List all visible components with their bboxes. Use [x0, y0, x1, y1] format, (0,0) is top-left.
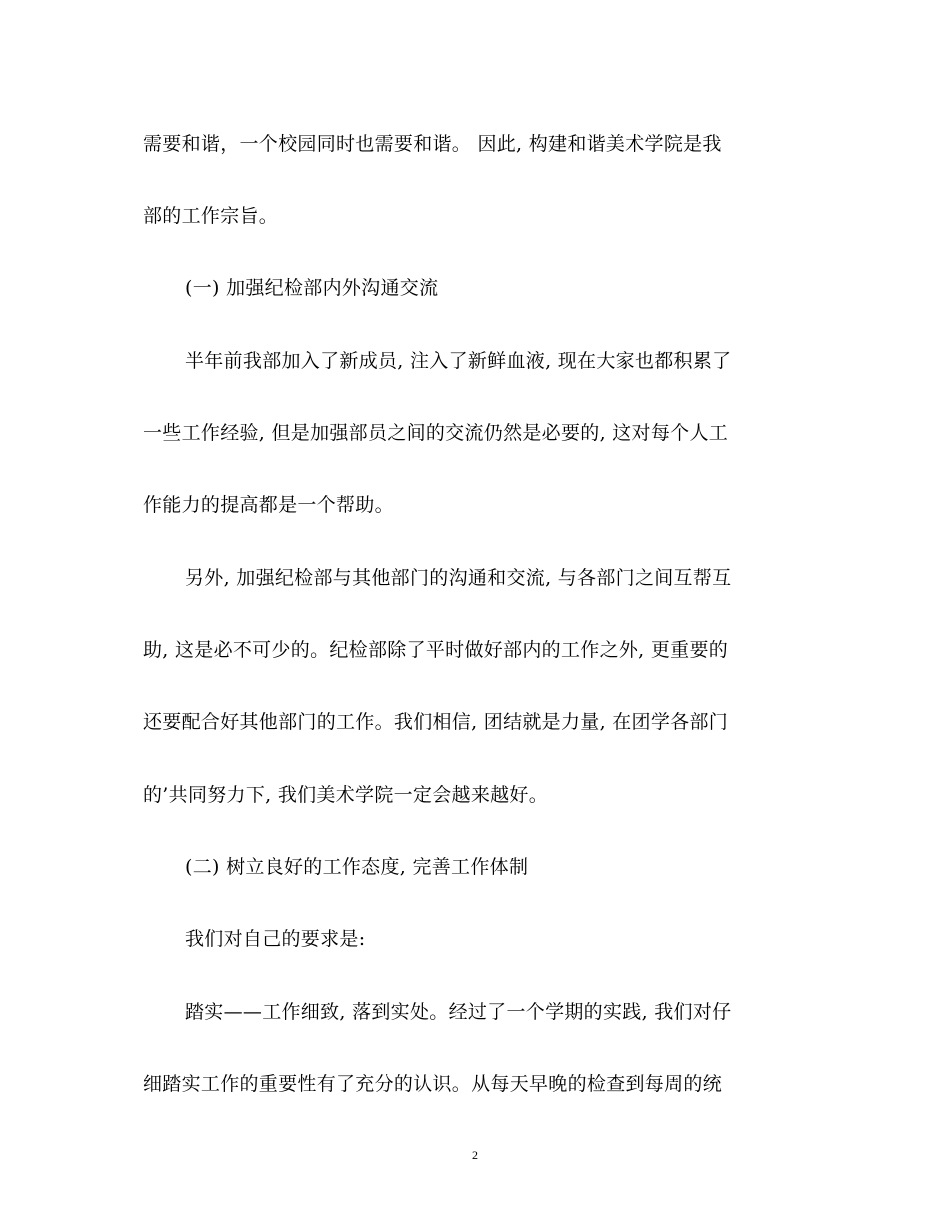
text-line-1: 需要和谐，一个校园同时也需要和谐。 因此, 构建和谐美术学院是我 — [143, 133, 722, 155]
page-number: 2 — [472, 1148, 478, 1162]
section-heading-1: (一) 加强纪检部内外沟通交流 — [185, 277, 439, 299]
text-line-6: 作能力的提高都是一个帮助。 — [143, 494, 394, 516]
text-line-10: 的’共同努力下, 我们美术学院一定会越来越好。 — [143, 784, 549, 806]
text-line-14: 细踏实工作的重要性有了充分的认识。从每天早晚的检查到每周的统 — [143, 1073, 723, 1095]
text-line-9: 还要配合好其他部门的工作。我们相信, 团结就是力量, 在团学各部门 — [143, 711, 729, 733]
text-line-12: 我们对自己的要求是: — [185, 928, 366, 950]
text-line-7: 另外, 加强纪检部与其他部门的沟通和交流, 与各部门之间互帮互 — [185, 567, 732, 589]
text-line-4: 半年前我部加入了新成员, 注入了新鲜血液, 现在大家也都积累了 — [185, 350, 732, 372]
section-heading-2: (二) 树立良好的工作态度, 完善工作体制 — [185, 856, 529, 878]
text-line-5: 一些工作经验, 但是加强部员之间的交流仍然是必要的, 这对每个人工 — [143, 422, 729, 444]
text-line-8: 助, 这是必不可少的。纪检部除了平时做好部内的工作之外, 更重要的 — [143, 639, 729, 661]
text-line-2: 部的工作宗旨。 — [143, 205, 279, 227]
text-line-13: 踏实——工作细致, 落到实处。经过了一个学期的实践, 我们对仔 — [185, 1001, 732, 1023]
